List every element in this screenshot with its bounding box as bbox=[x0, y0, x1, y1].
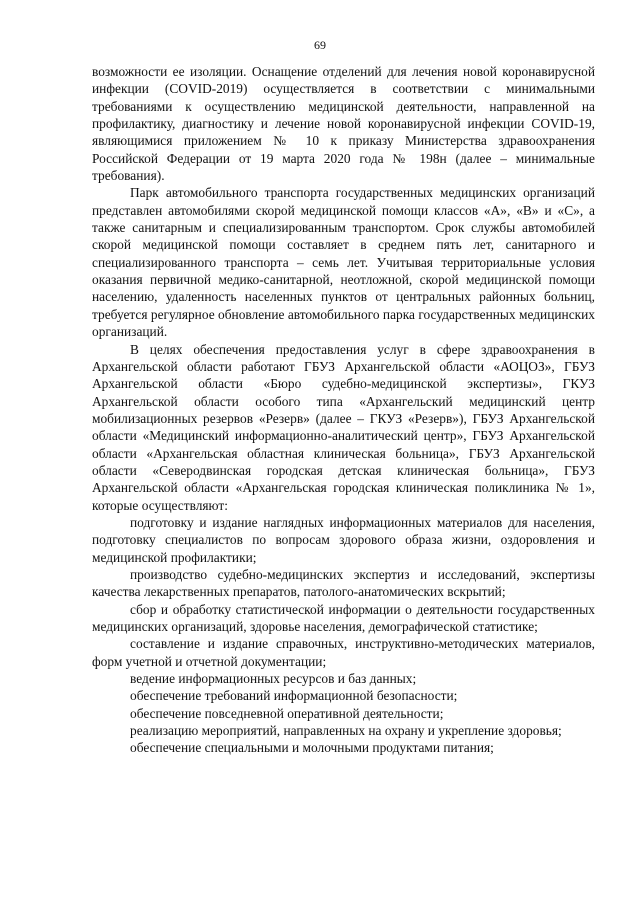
list-item: производство судебно-медицинских экспертиз и исследований, экспертизы качества лекарственных препаратов, патолого-анатомических вскрытий; bbox=[92, 566, 595, 600]
page-number: 69 bbox=[314, 38, 326, 52]
list-item: обеспечение специальными и молочными продуктами питания; bbox=[130, 740, 494, 756]
list-item: составление и издание справочных, инструктивно-методических материалов, форм учетной и отчетной документации; bbox=[92, 636, 595, 669]
paragraph: Парк автомобильного транспорта государственных медицинских организаций представлен автомобилями скорой медицинской помощи классов «А», «В» и «С», а также санитарным и специализированным транспортом. Срок службы автомобилей скорой медицинской помощи составляет в среднем пять лет, санитарного и специализированного транспорта – семь лет. Учитывая территориальные условия оказания первичной медико-санитарной, неотложной, скорой медицинской помощи населению, удаленность населенных пунктов от центральных районных больниц, требуется регулярное обновление автомобильного парка государственных медицинских организаций. bbox=[92, 185, 595, 340]
list-item: подготовку и издание наглядных информационных материалов для населения, подготовку специалистов по вопросам здорового образа жизни, оздоровления и медицинской профилактики; bbox=[92, 514, 595, 565]
list-item: сбор и обработку статистической информации о деятельности государственных медицинских организаций, здоровье населения, демографической статистике; bbox=[92, 601, 595, 634]
list-item: обеспечение повседневной оперативной деятельности; bbox=[130, 705, 444, 721]
paragraph: возможности ее изоляции. Оснащение отделений для лечения новой коронавирусной инфекции (COVID-2019) осуществляется в соответствии с минимальными требованиями к осуществлению медицинской деятельности, направленной на профилактику, диагностику и лечение новой коронавирусной инфекции COVID-19, являющимися приложением № 10 к приказу Министерства здравоохранения Российской Федерации от 19 марта 2020 года № 198н (далее – минимальные требования). bbox=[92, 64, 595, 184]
list-item: реализацию мероприятий, направленных на охрану и укрепление здоровья; bbox=[130, 723, 562, 739]
document-body bbox=[92, 63, 595, 757]
list-item: ведение информационных ресурсов и баз данных; bbox=[130, 671, 417, 687]
list-item: обеспечение требований информационной безопасности; bbox=[130, 688, 458, 704]
paragraph: В целях обеспечения предоставления услуг в сфере здравоохранения в Архангельской области работают ГБУЗ Архангельской области «АОЦОЗ», ГБУЗ Архангельской области «Бюро судебно-медицинской экспертизы», ГКУЗ Архангельской области особого типа «Архангельский медицинский центр мобилизационных резервов «Резерв» (далее – ГКУЗ «Резерв»), ГБУЗ Архангельской области «Медицинский информационно-аналитический центр», ГБУЗ Архангельской области «Архангельская областная клиническая больница», ГБУЗ Архангельской области «Северодвинская городская детская клиническая больница», ГБУЗ Архангельской области «Архангельская городская клиническая поликлиника № 1», которые осуществляют: bbox=[92, 341, 595, 513]
